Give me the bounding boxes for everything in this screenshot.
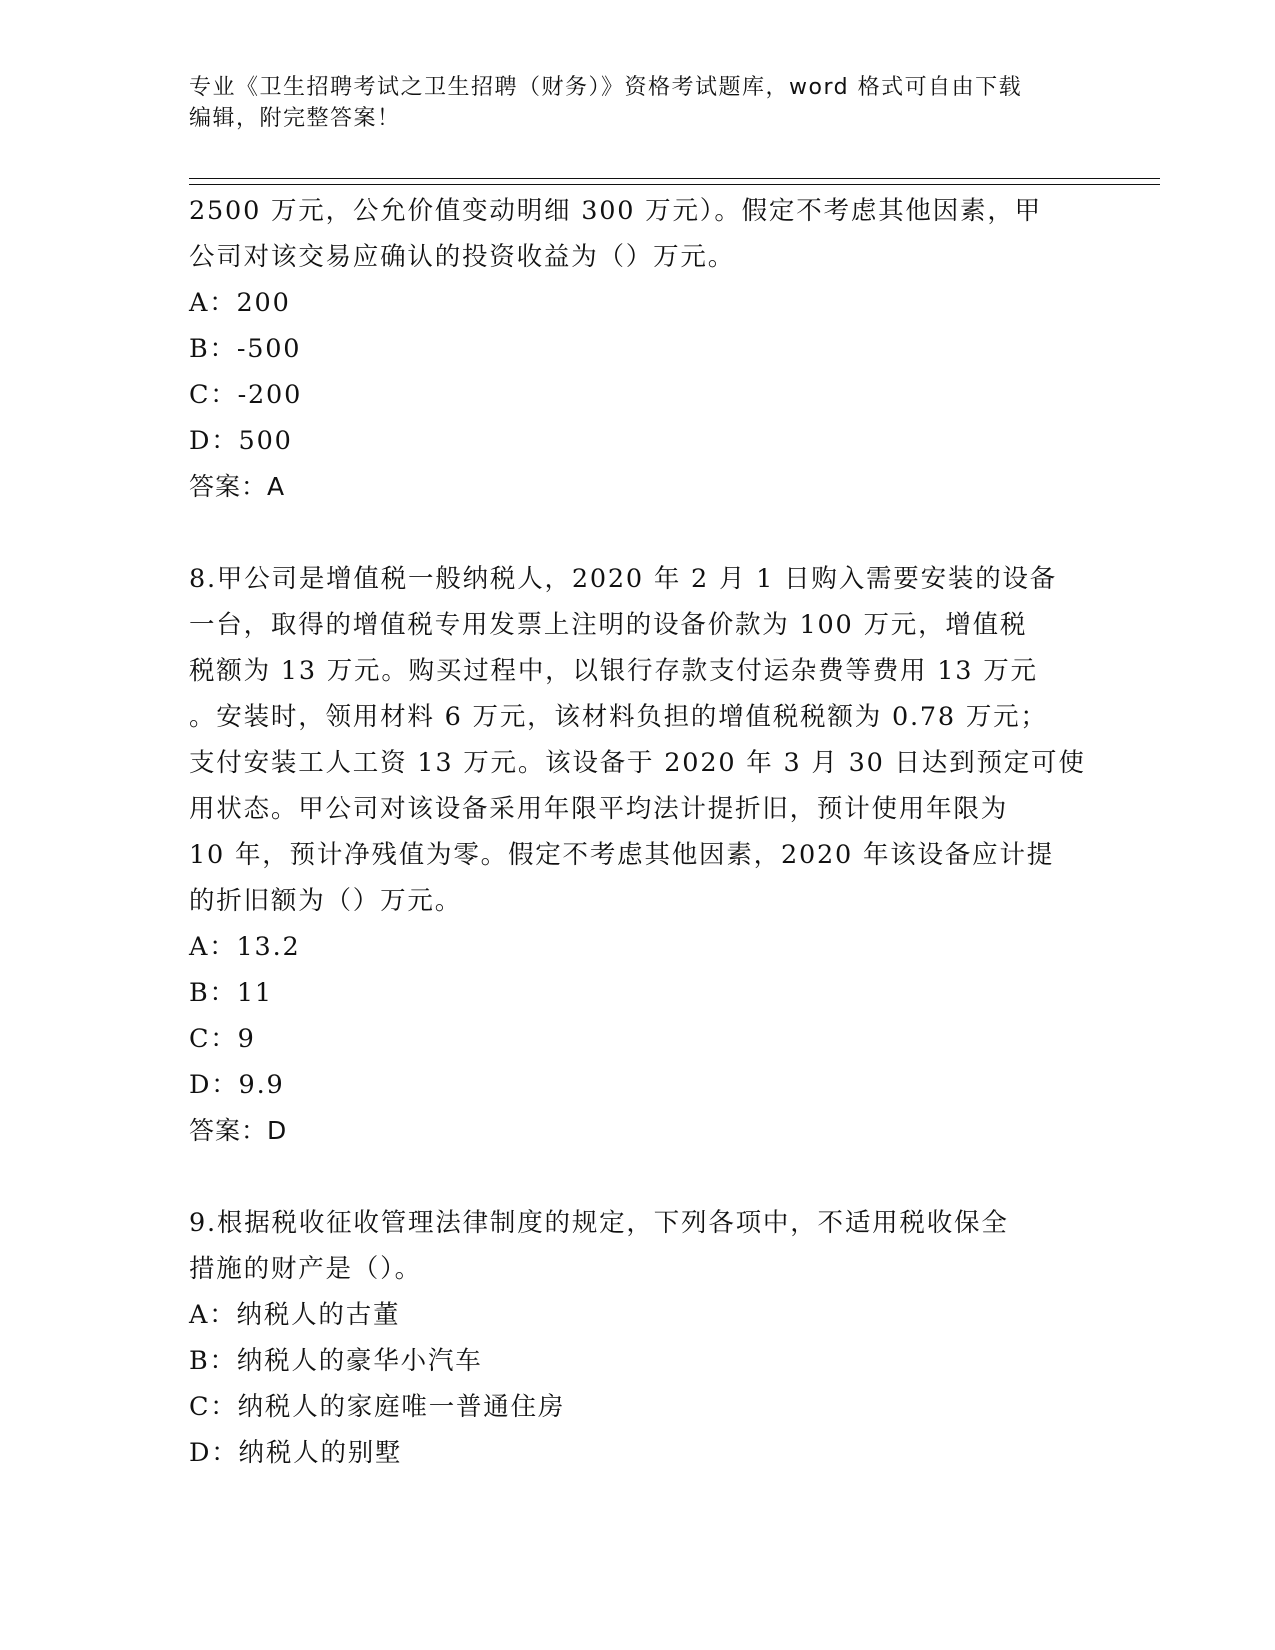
option-d: D：500 bbox=[189, 426, 293, 456]
header-divider-bottom bbox=[189, 184, 1160, 185]
question-7-stem-line: 公司对该交易应确认的投资收益为（）万元。 bbox=[189, 242, 736, 272]
question-7 bbox=[189, 188, 1089, 510]
question-8-stem-line: 8.甲公司是增值税一般纳税人，2020 年 2 月 1 日购入需要安装的设备 bbox=[189, 564, 1058, 594]
option-b: B：-500 bbox=[189, 334, 302, 364]
header-line-1: 专业《卫生招聘考试之卫生招聘（财务）》资格考试题库，word 格式可自由下载 bbox=[189, 75, 1023, 100]
question-8 bbox=[189, 556, 1089, 1154]
option-a: A：纳税人的古董 bbox=[189, 1300, 401, 1330]
option-c: C：9 bbox=[189, 1024, 256, 1054]
question-9 bbox=[189, 1200, 1089, 1476]
question-8-stem-line: 支付安装工人工资 13 万元。该设备于 2020 年 3 月 30 日达到预定可使 bbox=[189, 748, 1086, 778]
option-a: A：200 bbox=[189, 288, 291, 318]
question-7-stem-line: 2500 万元，公允价值变动明细 300 万元）。假定不考虑其他因素，甲 bbox=[189, 196, 1042, 226]
option-d: D：纳税人的别墅 bbox=[189, 1438, 403, 1468]
header-line-2: 编辑，附完整答案！ bbox=[189, 106, 401, 131]
option-a: A：13.2 bbox=[189, 932, 301, 962]
question-8-stem-line: 一台，取得的增值税专用发票上注明的设备价款为 100 万元，增值税 bbox=[189, 610, 1028, 640]
option-b: B：11 bbox=[189, 978, 273, 1008]
question-8-stem-line: 10 年，预计净残值为零。假定不考虑其他因素，2020 年该设备应计提 bbox=[189, 840, 1055, 870]
question-9-stem-line: 措施的财产是（）。 bbox=[189, 1254, 422, 1284]
option-c: C：纳税人的家庭唯一普通住房 bbox=[189, 1392, 566, 1422]
question-8-answer: 答案：D bbox=[189, 1116, 288, 1145]
question-7-answer: 答案：A bbox=[189, 472, 286, 501]
question-9-stem-line: 9.根据税收征收管理法律制度的规定，下列各项中，不适用税收保全 bbox=[189, 1208, 1009, 1238]
question-8-stem-line: 用状态。甲公司对该设备采用年限平均法计提折旧，预计使用年限为 bbox=[189, 794, 1009, 824]
document-header bbox=[189, 72, 1089, 134]
option-d: D：9.9 bbox=[189, 1070, 285, 1100]
option-c: C：-200 bbox=[189, 380, 303, 410]
question-8-stem-line: 税额为 13 万元。购买过程中，以银行存款支付运杂费等费用 13 万元 bbox=[189, 656, 1038, 686]
question-8-stem-line: 的折旧额为（）万元。 bbox=[189, 886, 463, 916]
question-8-stem-line: 。安装时，领用材料 6 万元，该材料负担的增值税税额为 0.78 万元； bbox=[189, 702, 1048, 732]
header-divider-top bbox=[189, 178, 1160, 179]
question-content bbox=[189, 188, 1089, 1476]
option-b: B：纳税人的豪华小汽车 bbox=[189, 1346, 483, 1376]
